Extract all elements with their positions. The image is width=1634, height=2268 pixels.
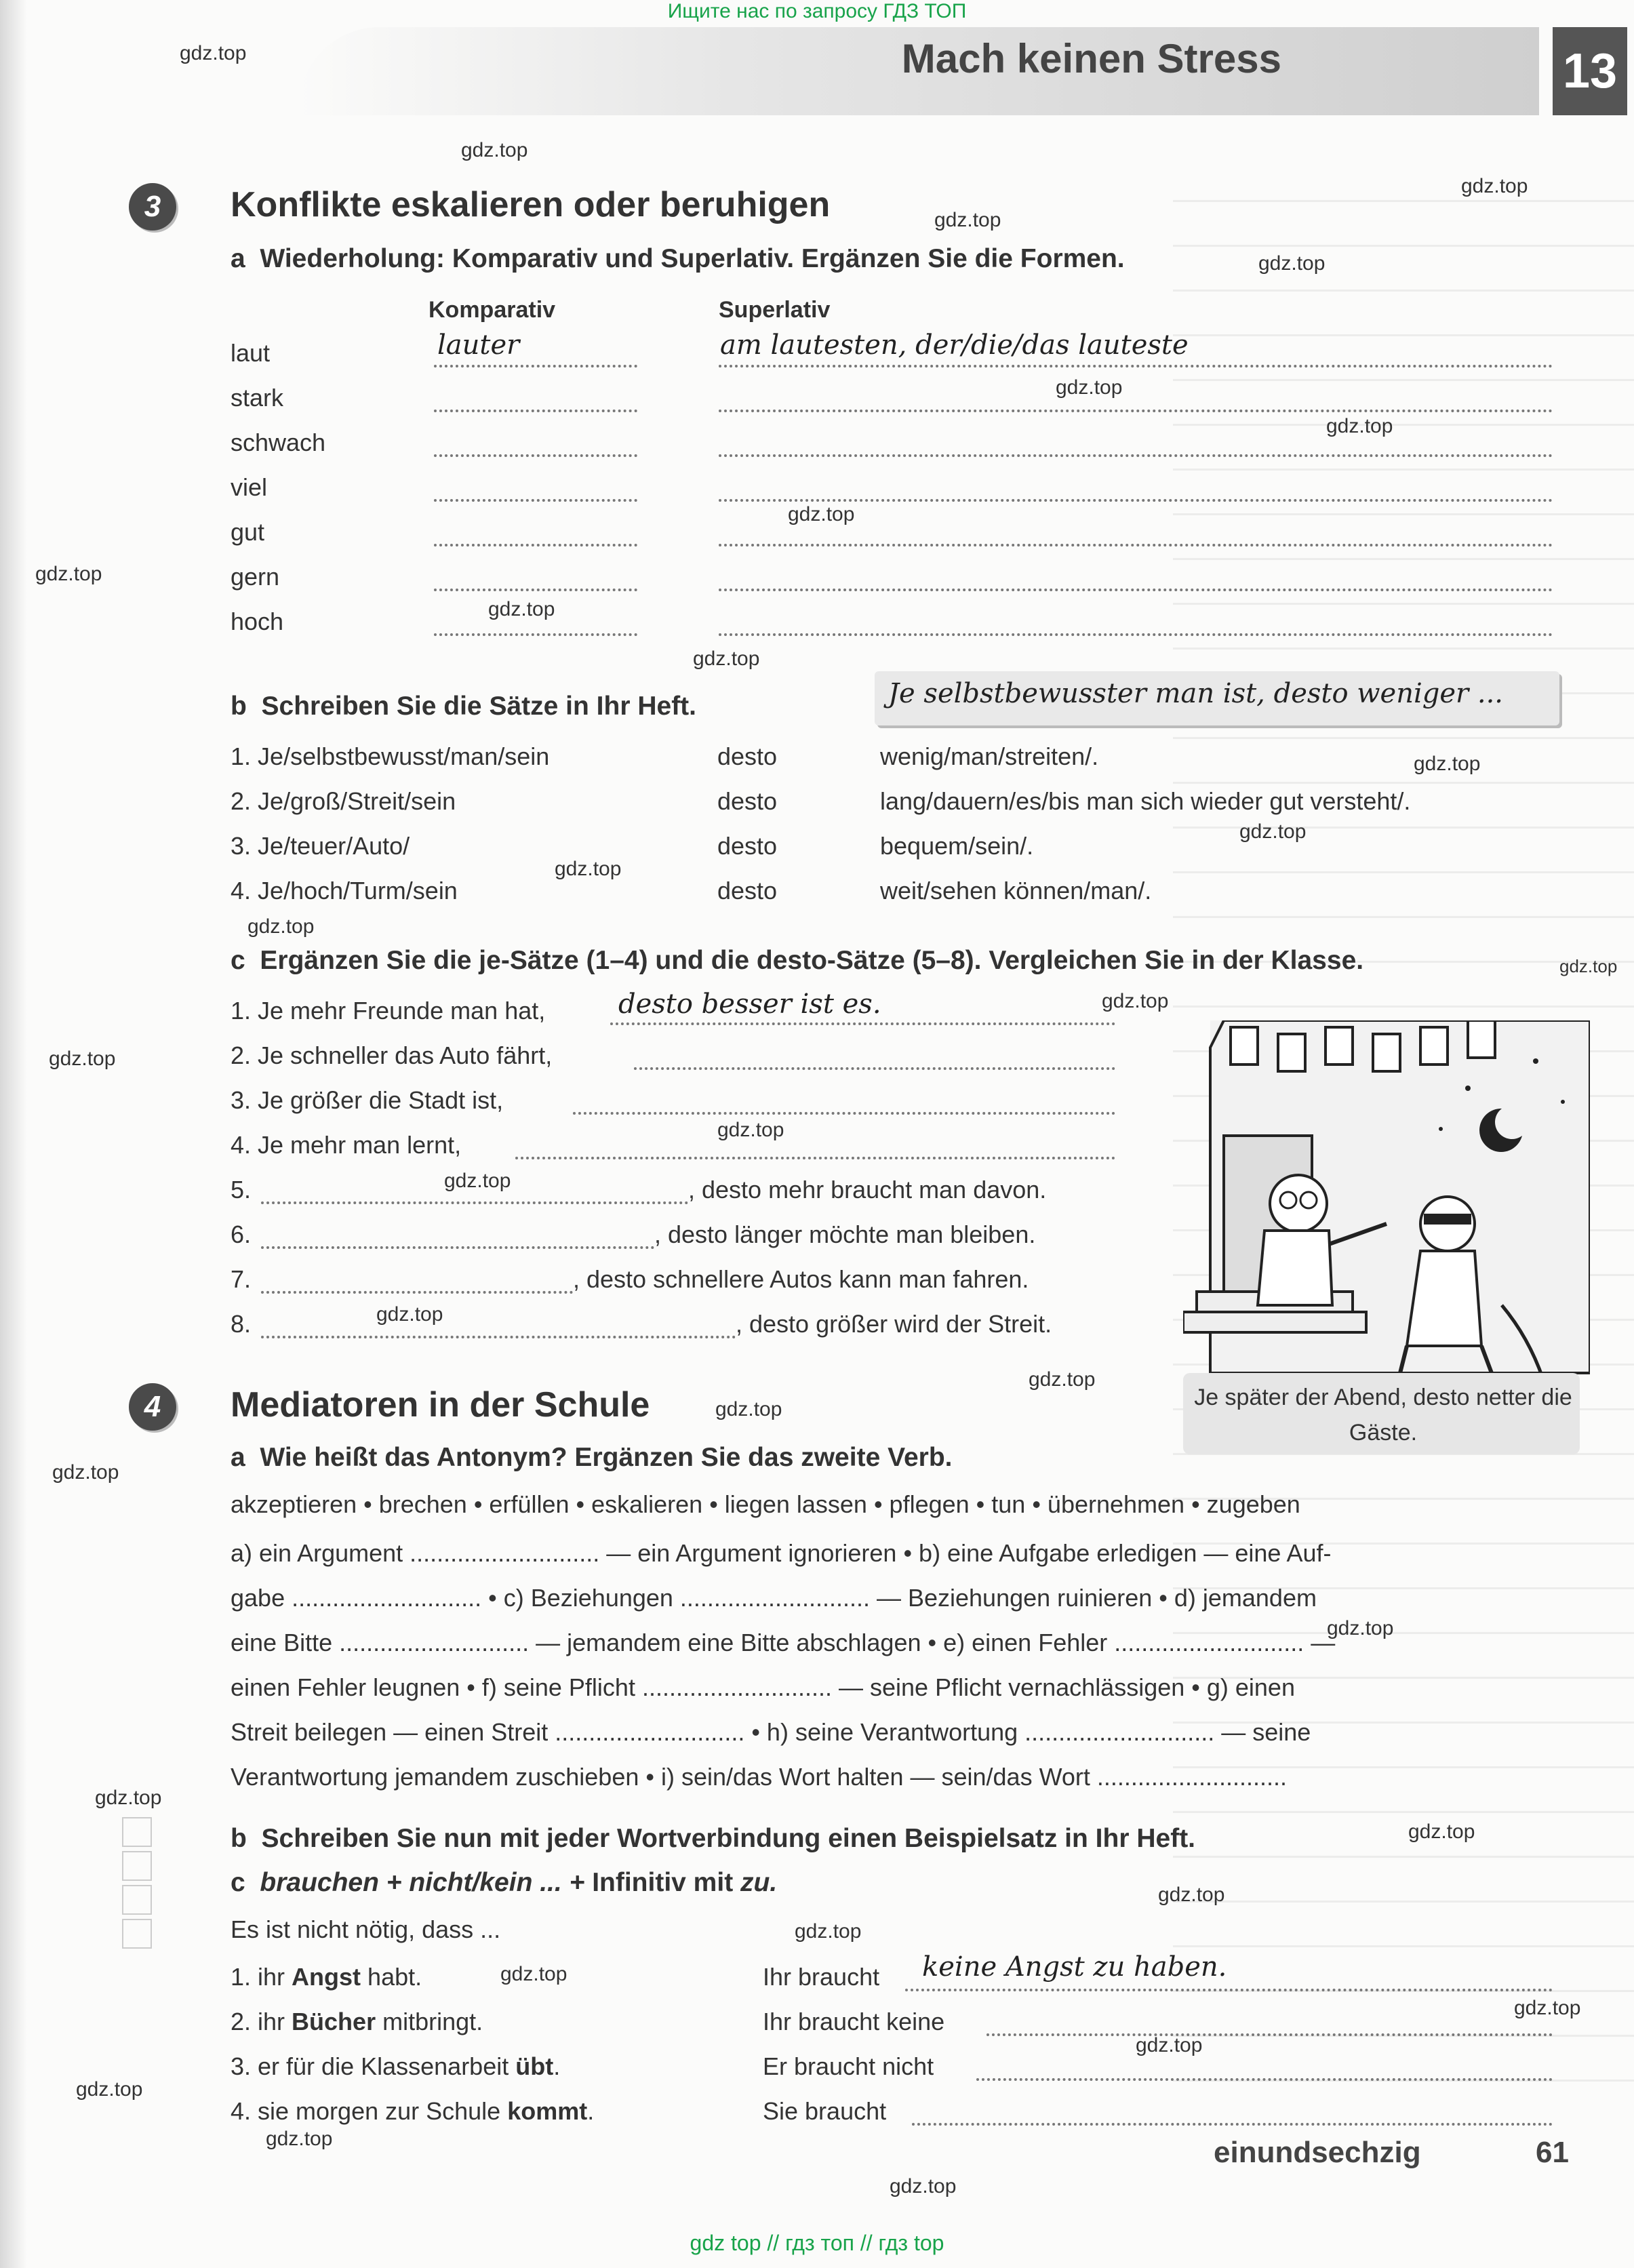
desto-5-num: 5. (231, 1176, 252, 1203)
brauchen-answer-3: Er braucht nicht (763, 2052, 934, 2080)
answer-line[interactable] (261, 1336, 736, 1338)
komparativ-line[interactable] (434, 410, 637, 412)
antonym-line-2: gabe ............................ • c) Beziehungen ............................ — Beziehungen ruinieren • d) jemandem (231, 1584, 1317, 1612)
komparativ-line[interactable] (434, 365, 637, 367)
brauchen-row-4: 4. sie morgen zur Schule kommt. (231, 2097, 595, 2125)
superlativ-line[interactable] (719, 589, 1553, 591)
word-laut: laut (231, 339, 271, 367)
sentence-1-desto: desto (717, 742, 778, 770)
task-3-number: 3 (129, 183, 176, 231)
checkbox[interactable] (122, 1817, 152, 1847)
antonym-line-5: Streit beilegen — einen Streit ............................ • h) seine Verantwortung ............................ — seine (231, 1718, 1311, 1746)
watermark: gdz.top (1258, 252, 1326, 275)
watermark: gdz.top (795, 1920, 862, 1943)
answer-line[interactable] (634, 1067, 1115, 1070)
step (1183, 1312, 1366, 1332)
page-name: einundsechzig (1214, 2136, 1421, 2169)
desto-6-num: 6. (231, 1220, 252, 1248)
komparativ-header: Komparativ (429, 297, 556, 323)
komparativ-line[interactable] (434, 499, 637, 502)
brauchen-row-3: 3. er für die Klassenarbeit übt. (231, 2052, 561, 2080)
verb-list: akzeptieren • brechen • erfüllen • eskalieren • liegen lassen • pflegen • tun • übernehmen • zugeben (231, 1490, 1300, 1518)
sentence-3-left: 3. Je/teuer/Auto/ (231, 832, 410, 860)
watermark: gdz.top (488, 598, 555, 620)
checkbox[interactable] (122, 1851, 152, 1881)
watermark: gdz.top (934, 209, 1001, 231)
sentence-4-desto: desto (717, 877, 778, 904)
answer-line[interactable] (912, 2123, 1553, 2126)
bottom-banner[interactable]: gdz top // гдз топ // гдз top (690, 2231, 944, 2255)
komparativ-line[interactable] (434, 544, 637, 546)
answer-line[interactable] (515, 1157, 1115, 1159)
watermark: gdz.top (247, 915, 315, 938)
superlativ-line[interactable] (719, 454, 1553, 457)
je-sentence-1: 1. Je mehr Freunde man hat, (231, 997, 546, 1024)
answer-line[interactable] (573, 1112, 1115, 1115)
je-sentence-3: 3. Je größer die Stadt ist, (231, 1086, 504, 1114)
handwritten-answer-1: desto besser ist es. (618, 989, 881, 1020)
desto-sentence-7: , desto schnellere Autos kann man fahren. (573, 1265, 1029, 1293)
antonym-line-4: einen Fehler leugnen • f) seine Pflicht ............................ — seine Pflicht vernachlässigen • g) einen (231, 1673, 1295, 1701)
answer-line[interactable] (261, 1201, 688, 1204)
watermark: gdz.top (52, 1461, 119, 1484)
watermark: gdz.top (95, 1787, 162, 1809)
handwritten-komparativ: lauter (437, 330, 520, 361)
task-4-number: 4 (129, 1383, 176, 1431)
man-head (1270, 1175, 1327, 1232)
page-title: Mach keinen Stress (901, 36, 1281, 81)
burglar-mask (1424, 1214, 1471, 1225)
task-3a-instruction: Wiederholung: Komparativ und Superlativ. Ergänzen Sie die Formen. (260, 244, 1125, 273)
watermark: gdz.top (717, 1119, 784, 1141)
watermark: gdz.top (180, 42, 247, 64)
task-4c-instruction: Infinitiv mit (592, 1868, 734, 1897)
handwritten-brauchen-1: keine Angst zu haben. (922, 1951, 1227, 1983)
top-banner[interactable]: Ищите нас по запросу ГДЗ ТОП (667, 0, 967, 22)
sentence-4-right: weit/sehen können/man/. (880, 877, 1152, 904)
sentence-4-left: 4. Je/hoch/Turm/sein (231, 877, 458, 904)
task-4-title: Mediatoren in der Schule (231, 1385, 650, 1425)
komparativ-line[interactable] (434, 589, 637, 591)
task-4a-letter: a (231, 1443, 245, 1472)
speech-bubble-text: Je selbstbewusster man ist, desto weniger ... (888, 678, 1504, 709)
watermark: gdz.top (715, 1398, 782, 1420)
task-3a-heading (231, 244, 1125, 274)
superlativ-line[interactable] (719, 365, 1553, 367)
task-3c-instruction: Ergänzen Sie die je-Sätze (1–4) und die desto-Sätze (5–8). Vergleichen Sie in der Klasse. (260, 946, 1364, 975)
watermark: gdz.top (1102, 990, 1169, 1012)
chapter-number: 13 (1553, 27, 1627, 115)
sentence-1-left: 1. Je/selbstbewusst/man/sein (231, 742, 550, 770)
je-sentence-2: 2. Je schneller das Auto fährt, (231, 1041, 553, 1069)
answer-line[interactable] (261, 1291, 573, 1294)
watermark: gdz.top (1461, 175, 1528, 197)
answer-line[interactable] (610, 1022, 1115, 1025)
brauchen-answer-1: Ihr braucht (763, 1963, 880, 1991)
task-3c-heading (231, 946, 1363, 976)
watermark: gdz.top (555, 858, 622, 880)
je-sentence-4: 4. Je mehr man lernt, (231, 1131, 462, 1159)
brauchen-row-2: 2. ihr Bücher mitbringt. (231, 2008, 483, 2035)
superlativ-line[interactable] (719, 499, 1553, 502)
superlativ-line[interactable] (719, 633, 1553, 636)
antonym-line-6: Verantwortung jemandem zuschieben • i) sein/das Wort halten — sein/das Wort ............................ (231, 1763, 1287, 1791)
task-4c-letter: c (231, 1868, 245, 1897)
watermark: gdz.top (376, 1303, 443, 1326)
desto-8-num: 8. (231, 1310, 252, 1338)
task-4c-instruction-italic: brauchen + nicht/kein ... + (260, 1868, 585, 1897)
watermark: gdz.top (461, 139, 528, 161)
watermark: gdz.top (1408, 1821, 1475, 1843)
window (1231, 1027, 1258, 1065)
brauchen-row-1: 1. ihr Angst habt. (231, 1963, 422, 1991)
watermark: gdz.top (1136, 2034, 1203, 2056)
watermark: gdz.top (1029, 1368, 1096, 1391)
answer-line[interactable] (905, 1989, 1553, 1991)
superlativ-header: Superlativ (719, 297, 831, 323)
task-3b-heading (231, 692, 696, 721)
window (1278, 1034, 1305, 1071)
window (1420, 1027, 1448, 1065)
sentence-2-right: lang/dauern/es/bis man sich wieder gut versteht/. (880, 787, 1411, 815)
desto-sentence-5: , desto mehr braucht man davon. (688, 1176, 1047, 1203)
watermark: gdz.top (49, 1048, 116, 1070)
sentence-2-left: 2. Je/groß/Streit/sein (231, 787, 456, 815)
watermark: gdz.top (788, 503, 855, 525)
answer-line[interactable] (987, 2033, 1553, 2036)
watermark: gdz.top (35, 563, 102, 585)
task-4a-heading (231, 1443, 952, 1473)
answer-line[interactable] (261, 1246, 654, 1249)
brauchen-answer-2: Ihr braucht keine (763, 2008, 945, 2035)
word-stark: stark (231, 384, 284, 412)
watermark: gdz.top (1158, 1884, 1225, 1906)
checkbox[interactable] (122, 1919, 152, 1949)
word-gern: gern (231, 563, 280, 591)
task-3b-instruction: Schreiben Sie die Sätze in Ihr Heft. (261, 692, 697, 721)
sentence-3-desto: desto (717, 832, 778, 860)
superlativ-line[interactable] (719, 410, 1553, 412)
superlativ-line[interactable] (719, 544, 1553, 546)
watermark: gdz.top (1056, 376, 1123, 399)
task-4c-zu: zu. (740, 1868, 778, 1897)
task-4b-instruction: Schreiben Sie nun mit jeder Wortverbindung einen Beispielsatz in Ihr Heft. (261, 1824, 1196, 1853)
sentence-2-desto: desto (717, 787, 778, 815)
task-4b-heading (231, 1824, 1195, 1854)
task-3a-letter: a (231, 244, 245, 273)
antonym-line-3: eine Bitte ............................ — jemandem eine Bitte abschlagen • e) einen Fehler ............................ — (231, 1629, 1336, 1656)
watermark: gdz.top (1326, 415, 1393, 437)
watermark: gdz.top (890, 2175, 957, 2197)
task-3b-letter: b (231, 692, 247, 721)
watermark: gdz.top (1514, 1997, 1581, 2019)
desto-sentence-8: , desto größer wird der Streit. (736, 1310, 1052, 1338)
word-hoch: hoch (231, 608, 284, 635)
watermark: gdz.top (693, 648, 760, 670)
watermark: gdz.top (266, 2128, 333, 2150)
watermark: gdz.top (1414, 753, 1481, 775)
page-number: 61 (1536, 2136, 1569, 2169)
antonym-line-1: a) ein Argument ............................ — ein Argument ignorieren • b) eine Aufgabe erledigen — eine Auf- (231, 1539, 1332, 1567)
desto-sentence-6: , desto länger möchte man bleiben. (654, 1220, 1036, 1248)
window (1468, 1020, 1495, 1058)
burglar-body (1407, 1251, 1481, 1346)
watermark: gdz.top (444, 1170, 511, 1192)
sentence-1-right: wenig/man/streiten/. (880, 742, 1099, 770)
checkbox[interactable] (122, 1885, 152, 1915)
task-3-title: Konflikte eskalieren oder beruhigen (231, 185, 831, 224)
window (1373, 1034, 1400, 1071)
desto-7-num: 7. (231, 1265, 252, 1293)
word-viel: viel (231, 473, 268, 501)
watermark: gdz.top (1239, 820, 1307, 843)
watermark: gdz.top (76, 2078, 143, 2101)
task-4c-intro: Es ist nicht nötig, dass ... (231, 1915, 501, 1943)
watermark: gdz.top (1559, 956, 1618, 976)
man-body (1258, 1231, 1332, 1305)
page-edge-shadow (0, 0, 27, 2268)
window (1326, 1027, 1353, 1065)
watermark: gdz.top (1327, 1617, 1394, 1639)
handwritten-superlativ: am lautesten, der/die/das lauteste (720, 330, 1189, 361)
komparativ-line[interactable] (434, 633, 637, 636)
cartoon-caption: Je später der Abend, desto netter die Gäste. (1194, 1385, 1572, 1446)
watermark: gdz.top (500, 1963, 567, 1985)
task-4b-letter: b (231, 1824, 247, 1853)
komparativ-line[interactable] (434, 454, 637, 457)
task-3c-letter: c (231, 946, 245, 975)
answer-line[interactable] (976, 2078, 1553, 2081)
brauchen-answer-4: Sie braucht (763, 2097, 887, 2125)
word-schwach: schwach (231, 429, 326, 456)
task-4a-instruction: Wie heißt das Antonym? Ergänzen Sie das zweite Verb. (260, 1443, 953, 1472)
sentence-3-right: bequem/sein/. (880, 832, 1034, 860)
task-4c-heading (231, 1868, 777, 1898)
word-gut: gut (231, 518, 265, 546)
